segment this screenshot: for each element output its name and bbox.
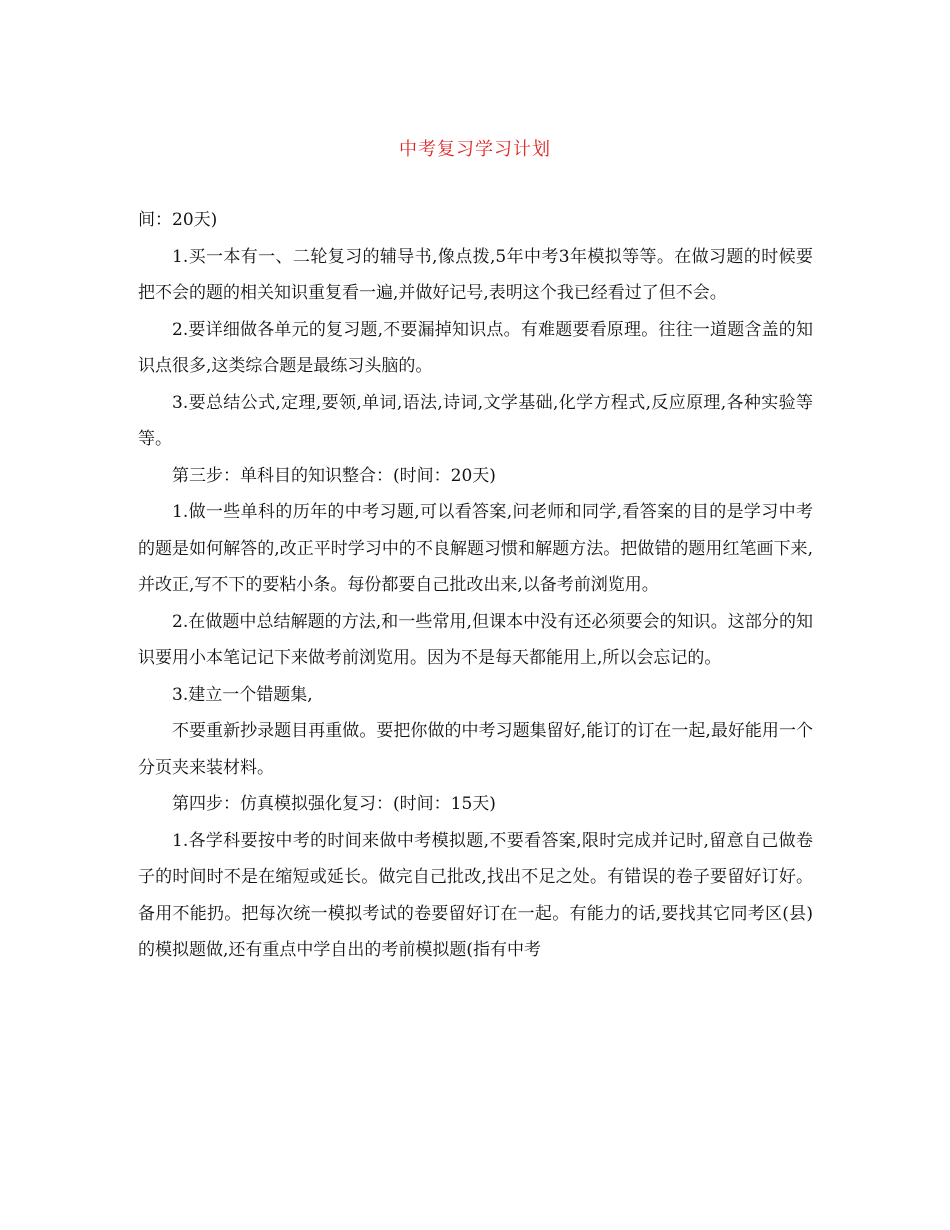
paragraph-item: 3.要总结公式,定理,要领,单词,语法,诗词,文学基础,化学方程式,反应原理,各种实验等等。 [138, 392, 813, 449]
document-body [138, 202, 813, 969]
page-title: 中考复习学习计划 [399, 139, 551, 160]
paragraph-time-fragment: 间：20天) [138, 210, 218, 230]
paragraph-item: 不要重新抄录题目再重做。要把你做的中考习题集留好,能订的订在一起,最好能用一个分页夹来装材料。 [138, 721, 813, 778]
paragraph-item: 1.做一些单科的历年的中考习题,可以看答案,问老师和同学,看答案的目的是学习中考的题是如何解答的,改正平时学习中的不良解题习惯和解题方法。把做错的题用红笔画下来,并改正,写不下的要粘小条。每份都要自己批改出来,以备考前浏览用。 [138, 502, 813, 595]
paragraph-item: 3.建立一个错题集, [172, 684, 313, 705]
paragraph-item: 1.各学科要按中考的时间来做中考模拟题,不要看答案,限时完成并记时,留意自己做卷子的时间时不是在缩短或延长。做完自己批改,找出不足之处。有错误的卷子要留好订好。备用不能扔。把每次统一模拟考试的卷要留好订在一起。有能力的话,要找其它同考区(县)的模拟题做,还有重点中学自出的考前模拟题(指有中考 [138, 830, 813, 960]
paragraph-item: 2.要详细做各单元的复习题,不要漏掉知识点。有难题要看原理。往往一道题含盖的知识点很多,这类综合题是最练习头脑的。 [138, 319, 813, 376]
step-heading: 第四步：仿真模拟强化复习：(时间：15天) [172, 794, 496, 814]
step-heading: 第三步：单科目的知识整合：(时间：20天) [172, 465, 496, 486]
paragraph-item: 1.买一本有一、二轮复习的辅导书,像点拨,5年中考3年模拟等等。在做习题的时候要把不会的题的相关知识重复看一遍,并做好记号,表明这个我已经看过了但不会。 [138, 246, 813, 303]
paragraph-item: 2.在做题中总结解题的方法,和一些常用,但课本中没有还必须要会的知识。这部分的知识要用小本笔记记下来做考前浏览用。因为不是每天都能用上,所以会忘记的。 [138, 611, 813, 668]
